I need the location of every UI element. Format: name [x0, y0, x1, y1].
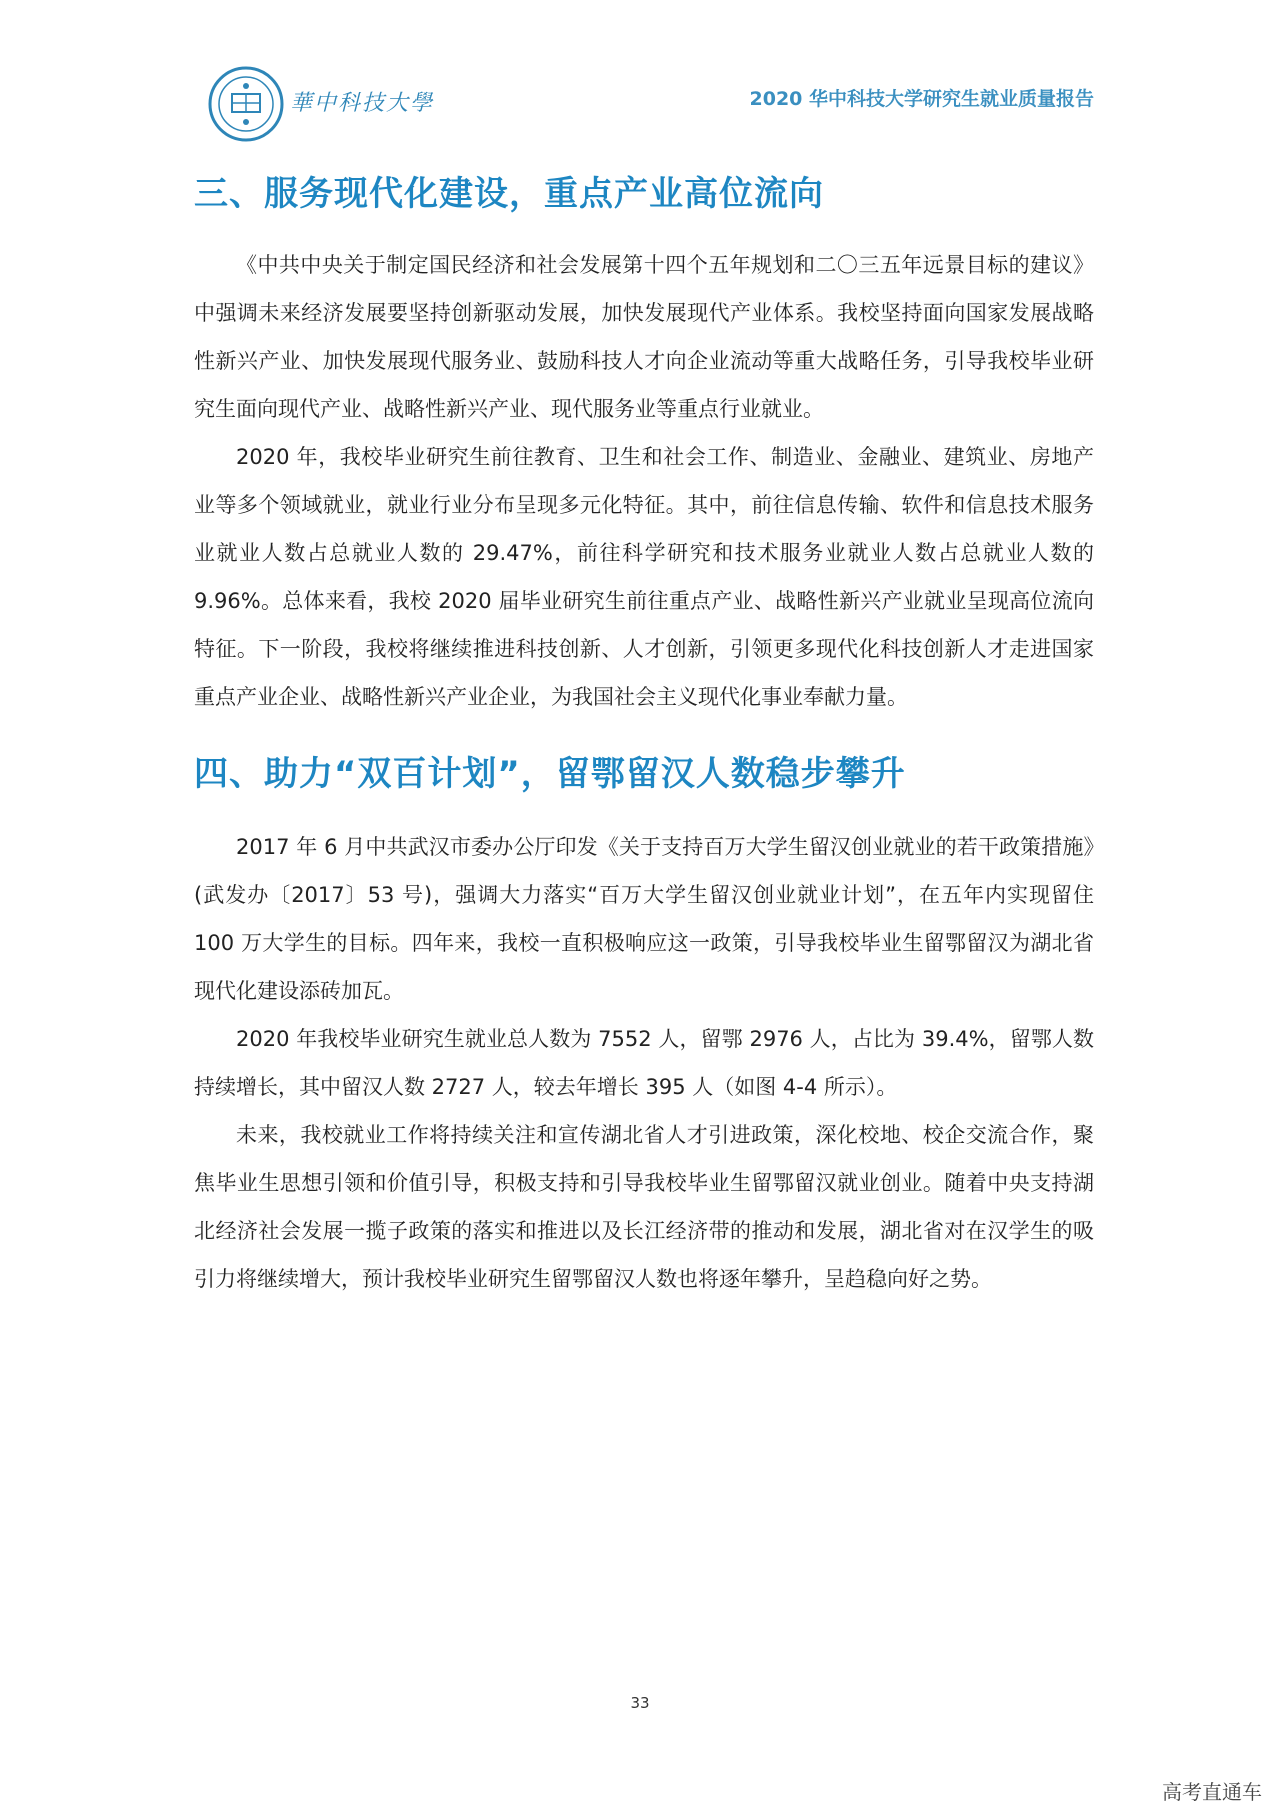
- paragraph: 2020 年我校毕业研究生就业总人数为 7552 人，留鄂 2976 人，占比为 39.4%，留鄂人数持续增长，其中留汉人数 2727 人，较去年增长 395 人（如图 4-4 所示）。: [194, 1027, 1094, 1099]
- section-4-heading: 四、助力“双百计划”，留鄂留汉人数稳步攀升: [194, 754, 906, 794]
- section-3-body: [194, 241, 1094, 721]
- paragraph: 《中共中央关于制定国民经济和社会发展第十四个五年规划和二〇三五年远景目标的建议》中强调未来经济发展要坚持创新驱动发展，加快发展现代产业体系。我校坚持面向国家发展战略性新兴产业、加快发展现代服务业、鼓励科技人才向企业流动等重大战略任务，引导我校毕业研究生面向现代产业、战略性新兴产业、现代服务业等重点行业就业。: [194, 253, 1094, 421]
- page-header: [0, 0, 1280, 140]
- paragraph: 2017 年 6 月中共武汉市委办公厅印发《关于支持百万大学生留汉创业就业的若干政策措施》(武发办〔2017〕53 号)，强调大力落实“百万大学生留汉创业就业计划”，在五年内实现留住 100 万大学生的目标。四年来，我校一直积极响应这一政策，引导我校毕业生留鄂留汉为湖北省现代化建设添砖加瓦。: [194, 835, 1094, 1003]
- page-number: 33: [630, 1694, 650, 1712]
- watermark: 高考直通车: [1162, 1780, 1262, 1804]
- section-4-body: [194, 823, 1094, 1303]
- main-content: [194, 165, 1094, 1303]
- paragraph: 未来，我校就业工作将持续关注和宣传湖北省人才引进政策，深化校地、校企交流合作，聚焦毕业生思想引领和价值引导，积极支持和引导我校毕业生留鄂留汉就业创业。随着中央支持湖北经济社会发展一揽子政策的落实和推进以及长江经济带的推动和发展，湖北省对在汉学生的吸引力将继续增大，预计我校毕业研究生留鄂留汉人数也将逐年攀升，呈趋稳向好之势。: [194, 1123, 1094, 1291]
- university-seal-icon: [208, 66, 284, 142]
- report-title: 2020 华中科技大学研究生就业质量报告: [749, 88, 1094, 110]
- paragraph: 2020 年，我校毕业研究生前往教育、卫生和社会工作、制造业、金融业、建筑业、房地产业等多个领域就业，就业行业分布呈现多元化特征。其中，前往信息传输、软件和信息技术服务业就业人数占总就业人数的 29.47%，前往科学研究和技术服务业就业人数占总就业人数的 9.96%。总体来看，我校 2020 届毕业研究生前往重点产业、战略性新兴产业就业呈现高位流向特征。下一阶段，我校将继续推进科技创新、人才创新，引领更多现代化科技创新人才走进国家重点产业企业、战略性新兴产业企业，为我国社会主义现代化事业奉献力量。: [194, 445, 1094, 709]
- section-3-heading: 三、服务现代化建设，重点产业高位流向: [194, 174, 824, 214]
- university-logo-text: 華中科技大學: [290, 91, 435, 116]
